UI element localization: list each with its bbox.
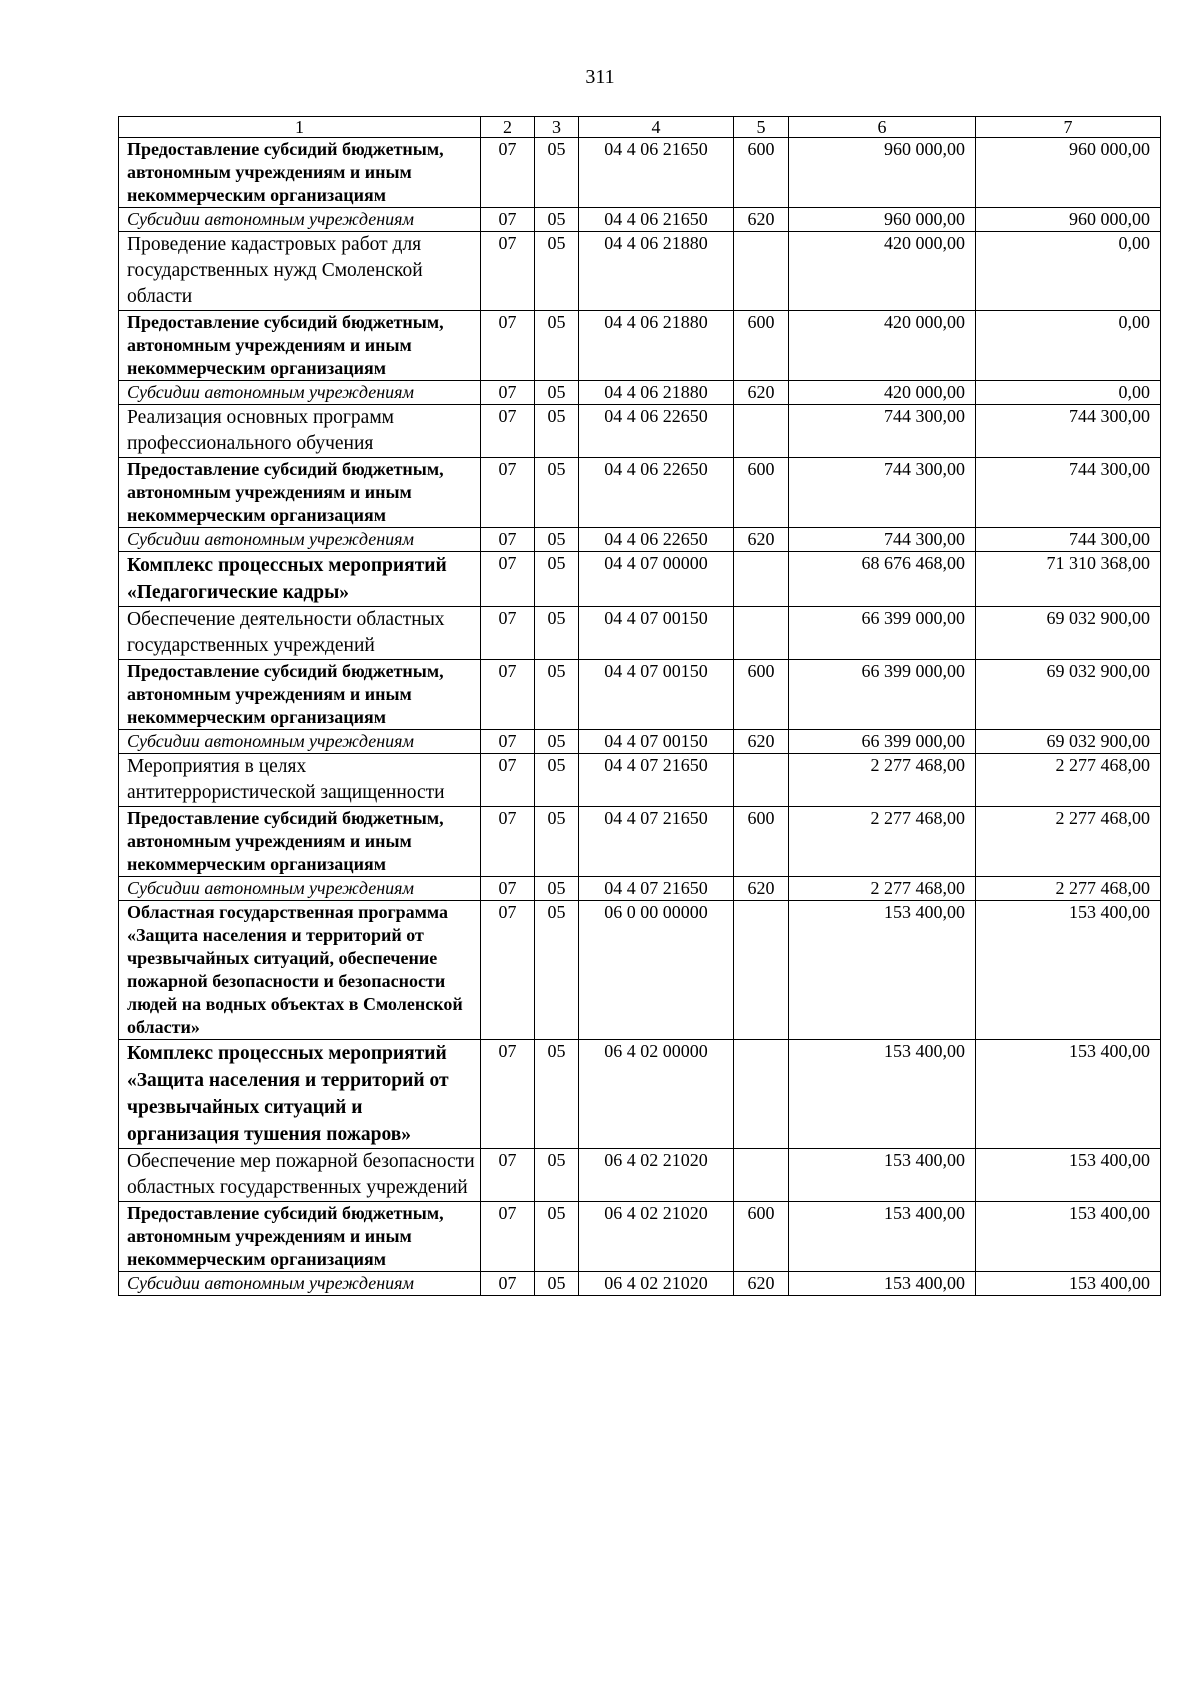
amount-col7: 0,00: [976, 232, 1161, 311]
amount-col6: 744 300,00: [789, 528, 976, 552]
amount-col7: 0,00: [976, 381, 1161, 405]
row-name: Предоставление субсидий бюджетным, автономным учреждениям и иным некоммерческим организациям: [119, 458, 481, 528]
amount-col7: 71 310 368,00: [976, 552, 1161, 607]
target-article-code: 04 4 06 21650: [579, 138, 734, 208]
expense-type-code: 620: [734, 877, 789, 901]
expense-type-code: [734, 232, 789, 311]
amount-col6: 960 000,00: [789, 208, 976, 232]
amount-col7: 2 277 468,00: [976, 877, 1161, 901]
target-article-code: 04 4 07 21650: [579, 754, 734, 807]
target-article-code: 04 4 06 21880: [579, 381, 734, 405]
table-row: [119, 807, 1161, 877]
section-code: 07: [481, 1040, 535, 1149]
target-article-code: 06 4 02 21020: [579, 1202, 734, 1272]
expense-type-code: 600: [734, 807, 789, 877]
target-article-code: 04 4 06 22650: [579, 528, 734, 552]
column-header: 3: [535, 117, 579, 138]
table-row: [119, 381, 1161, 405]
column-header: 1: [119, 117, 481, 138]
amount-col7: 153 400,00: [976, 1149, 1161, 1202]
subsection-code: 05: [535, 208, 579, 232]
target-article-code: 04 4 07 00150: [579, 660, 734, 730]
target-article-code: 04 4 06 21880: [579, 311, 734, 381]
table-row: [119, 138, 1161, 208]
section-code: 07: [481, 311, 535, 381]
subsection-code: 05: [535, 1202, 579, 1272]
section-code: 07: [481, 138, 535, 208]
row-name: Предоставление субсидий бюджетным, автономным учреждениям и иным некоммерческим организациям: [119, 311, 481, 381]
target-article-code: 04 4 07 21650: [579, 807, 734, 877]
amount-col7: 744 300,00: [976, 458, 1161, 528]
subsection-code: 05: [535, 607, 579, 660]
expense-type-code: 600: [734, 1202, 789, 1272]
amount-col6: 420 000,00: [789, 311, 976, 381]
expense-type-code: [734, 754, 789, 807]
table-row: [119, 552, 1161, 607]
table-row: [119, 1149, 1161, 1202]
target-article-code: 04 4 07 00150: [579, 607, 734, 660]
amount-col7: 153 400,00: [976, 1040, 1161, 1149]
section-code: 07: [481, 1149, 535, 1202]
amount-col7: 69 032 900,00: [976, 607, 1161, 660]
row-name: Субсидии автономным учреждениям: [119, 1272, 481, 1296]
target-article-code: 04 4 07 00000: [579, 552, 734, 607]
column-number-row: [119, 117, 1161, 138]
section-code: 07: [481, 552, 535, 607]
table-row: [119, 730, 1161, 754]
amount-col7: 153 400,00: [976, 901, 1161, 1040]
table-row: [119, 405, 1161, 458]
amount-col7: 744 300,00: [976, 405, 1161, 458]
subsection-code: 05: [535, 138, 579, 208]
subsection-code: 05: [535, 1272, 579, 1296]
amount-col6: 960 000,00: [789, 138, 976, 208]
table-row: [119, 754, 1161, 807]
expense-type-code: [734, 405, 789, 458]
amount-col6: 153 400,00: [789, 1272, 976, 1296]
section-code: 07: [481, 660, 535, 730]
target-article-code: 06 4 02 21020: [579, 1149, 734, 1202]
expense-type-code: 620: [734, 208, 789, 232]
expense-type-code: 600: [734, 660, 789, 730]
target-article-code: 06 4 02 21020: [579, 1272, 734, 1296]
target-article-code: 04 4 06 22650: [579, 458, 734, 528]
amount-col7: 960 000,00: [976, 138, 1161, 208]
table-row: [119, 208, 1161, 232]
amount-col7: 0,00: [976, 311, 1161, 381]
amount-col7: 153 400,00: [976, 1202, 1161, 1272]
budget-table: [118, 116, 1161, 1296]
amount-col6: 66 399 000,00: [789, 607, 976, 660]
row-name: Субсидии автономным учреждениям: [119, 381, 481, 405]
row-name: Субсидии автономным учреждениям: [119, 208, 481, 232]
section-code: 07: [481, 458, 535, 528]
subsection-code: 05: [535, 405, 579, 458]
section-code: 07: [481, 730, 535, 754]
amount-col7: 2 277 468,00: [976, 754, 1161, 807]
expense-type-code: 620: [734, 730, 789, 754]
expense-type-code: 600: [734, 311, 789, 381]
row-name: Субсидии автономным учреждениям: [119, 877, 481, 901]
column-header: 4: [579, 117, 734, 138]
amount-col6: 2 277 468,00: [789, 807, 976, 877]
target-article-code: 06 4 02 00000: [579, 1040, 734, 1149]
section-code: 07: [481, 877, 535, 901]
section-code: 07: [481, 528, 535, 552]
expense-type-code: 620: [734, 381, 789, 405]
subsection-code: 05: [535, 552, 579, 607]
table-row: [119, 607, 1161, 660]
subsection-code: 05: [535, 807, 579, 877]
row-name: Реализация основных программ профессионального обучения: [119, 405, 481, 458]
amount-col6: 2 277 468,00: [789, 754, 976, 807]
amount-col6: 66 399 000,00: [789, 730, 976, 754]
section-code: 07: [481, 1202, 535, 1272]
column-header: 7: [976, 117, 1161, 138]
subsection-code: 05: [535, 730, 579, 754]
subsection-code: 05: [535, 311, 579, 381]
table-row: [119, 1202, 1161, 1272]
subsection-code: 05: [535, 381, 579, 405]
amount-col6: 744 300,00: [789, 458, 976, 528]
amount-col6: 153 400,00: [789, 1040, 976, 1149]
page-number: 311: [585, 66, 615, 88]
row-name: Обеспечение мер пожарной безопасности областных государственных учреждений: [119, 1149, 481, 1202]
target-article-code: 06 0 00 00000: [579, 901, 734, 1040]
section-code: 07: [481, 232, 535, 311]
row-name: Комплекс процессных мероприятий «Педагогические кадры»: [119, 552, 481, 607]
table-row: [119, 660, 1161, 730]
row-name: Предоставление субсидий бюджетным, автономным учреждениям и иным некоммерческим организациям: [119, 138, 481, 208]
subsection-code: 05: [535, 1149, 579, 1202]
row-name: Предоставление субсидий бюджетным, автономным учреждениям и иным некоммерческим организациям: [119, 807, 481, 877]
expense-type-code: 620: [734, 528, 789, 552]
expense-type-code: [734, 552, 789, 607]
subsection-code: 05: [535, 528, 579, 552]
amount-col6: 153 400,00: [789, 901, 976, 1040]
row-name: Субсидии автономным учреждениям: [119, 730, 481, 754]
table-row: [119, 1272, 1161, 1296]
amount-col7: 69 032 900,00: [976, 660, 1161, 730]
target-article-code: 04 4 06 22650: [579, 405, 734, 458]
expense-type-code: 620: [734, 1272, 789, 1296]
amount-col6: 153 400,00: [789, 1202, 976, 1272]
column-header: 5: [734, 117, 789, 138]
section-code: 07: [481, 381, 535, 405]
expense-type-code: 600: [734, 138, 789, 208]
section-code: 07: [481, 208, 535, 232]
target-article-code: 04 4 06 21650: [579, 208, 734, 232]
table-row: [119, 311, 1161, 381]
subsection-code: 05: [535, 901, 579, 1040]
amount-col7: 153 400,00: [976, 1272, 1161, 1296]
row-name: Обеспечение деятельности областных государственных учреждений: [119, 607, 481, 660]
row-name: Мероприятия в целях антитеррористической защищенности: [119, 754, 481, 807]
table-row: [119, 528, 1161, 552]
amount-col7: 2 277 468,00: [976, 807, 1161, 877]
expense-type-code: [734, 1040, 789, 1149]
subsection-code: 05: [535, 1040, 579, 1149]
table-row: [119, 877, 1161, 901]
subsection-code: 05: [535, 660, 579, 730]
expense-type-code: 600: [734, 458, 789, 528]
subsection-code: 05: [535, 754, 579, 807]
target-article-code: 04 4 06 21880: [579, 232, 734, 311]
table-row: [119, 901, 1161, 1040]
section-code: 07: [481, 807, 535, 877]
subsection-code: 05: [535, 877, 579, 901]
column-header: 6: [789, 117, 976, 138]
row-name: Комплекс процессных мероприятий «Защита населения и территорий от чрезвычайных ситуаций и организация тушения пожаров»: [119, 1040, 481, 1149]
target-article-code: 04 4 07 21650: [579, 877, 734, 901]
section-code: 07: [481, 901, 535, 1040]
amount-col6: 2 277 468,00: [789, 877, 976, 901]
amount-col7: 69 032 900,00: [976, 730, 1161, 754]
amount-col6: 66 399 000,00: [789, 660, 976, 730]
row-name: Предоставление субсидий бюджетным, автономным учреждениям и иным некоммерческим организациям: [119, 1202, 481, 1272]
subsection-code: 05: [535, 232, 579, 311]
amount-col7: 744 300,00: [976, 528, 1161, 552]
table-row: [119, 458, 1161, 528]
expense-type-code: [734, 607, 789, 660]
section-code: 07: [481, 405, 535, 458]
column-header: 2: [481, 117, 535, 138]
row-name: Проведение кадастровых работ для государственных нужд Смоленской области: [119, 232, 481, 311]
subsection-code: 05: [535, 458, 579, 528]
amount-col6: 744 300,00: [789, 405, 976, 458]
amount-col7: 960 000,00: [976, 208, 1161, 232]
expense-type-code: [734, 1149, 789, 1202]
section-code: 07: [481, 754, 535, 807]
section-code: 07: [481, 1272, 535, 1296]
amount-col6: 153 400,00: [789, 1149, 976, 1202]
table-row: [119, 1040, 1161, 1149]
row-name: Предоставление субсидий бюджетным, автономным учреждениям и иным некоммерческим организациям: [119, 660, 481, 730]
amount-col6: 420 000,00: [789, 381, 976, 405]
amount-col6: 68 676 468,00: [789, 552, 976, 607]
table-row: [119, 232, 1161, 311]
row-name: Областная государственная программа «Защита населения и территорий от чрезвычайных ситуаций, обеспечение пожарной безопасности и безопасности людей на водных объектах в Смоленской области»: [119, 901, 481, 1040]
amount-col6: 420 000,00: [789, 232, 976, 311]
section-code: 07: [481, 607, 535, 660]
row-name: Субсидии автономным учреждениям: [119, 528, 481, 552]
target-article-code: 04 4 07 00150: [579, 730, 734, 754]
expense-type-code: [734, 901, 789, 1040]
